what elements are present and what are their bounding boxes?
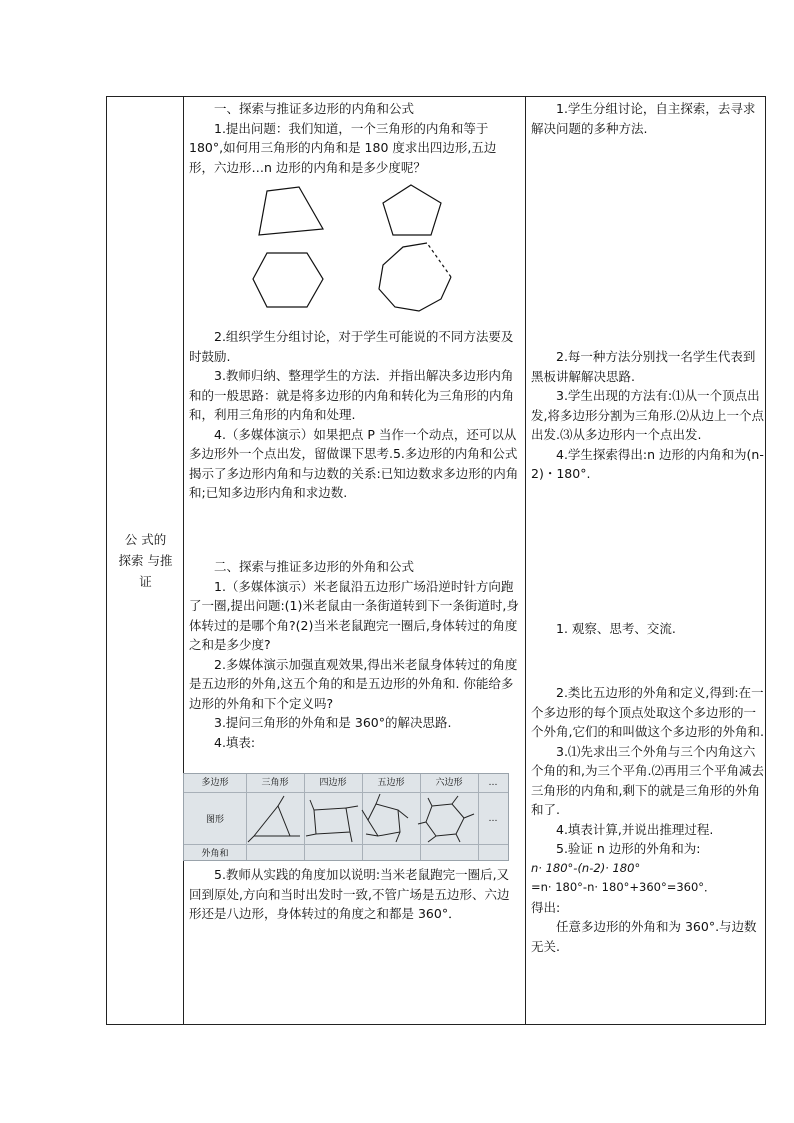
section2-paragraph3: 3.提问三角形的外角和是 360°的解决思路. — [214, 715, 452, 730]
fig-header-quadrilateral: 四边形 — [319, 778, 347, 788]
right-item-5: 1. 观察、思考、交流. — [556, 621, 676, 636]
fig-header-pentagon: 五边形 — [377, 778, 405, 788]
fig-header-ellipsis: … — [488, 778, 498, 788]
left-cell-line2: 探索 与推 — [118, 553, 173, 568]
fig-row-figure-dots: … — [488, 814, 498, 824]
hexagon-shape — [253, 253, 323, 307]
section1-paragraph4: 4.（多媒体演示）如果把点 P 当作一个动点，还可以从多边形外一个点出发，留做课下思考.5.多边形的内角和公式揭示了多边形内角和与边数的关系:已知边数求多边形的内角和;已知多边形内角和求边数. — [189, 426, 519, 500]
right-item-10: n· 180°-(n-2)· 180° — [531, 860, 641, 875]
quadrilateral-shape — [259, 187, 323, 235]
section1-paragraph2: 2.组织学生分组讨论，对于学生可能说的不同方法要及时鼓励. — [189, 329, 514, 364]
student-activities-1 — [531, 99, 765, 138]
fig-header-triangle: 三角形 — [261, 778, 289, 788]
section2-paragraph1: 1.（多媒体演示）米老鼠沿五边形广场沿逆时针方向跑了一圈,提出问题:(1)米老鼠由一条街道转到下一条街道时,身体转过的是哪个角?(2)当米老鼠跑完一圈后,身体转过的角度之和是多少度? — [189, 578, 519, 652]
right-item-8: 4.填表计算,并说出推理过程. — [556, 821, 714, 837]
section1-title: 一、探索与推证多边形的内角和公式 — [214, 101, 415, 116]
right-item-2: 2.每一种方法分别找一名学生代表到黑板讲解解决思路. — [531, 349, 756, 384]
right-item-11: =n· 180°-n· 180°+360°=360°． — [531, 880, 716, 894]
section2-paragraph2: 2.多媒体演示加强直观效果,得出米老鼠身体转过的角度是五边形的外角,这五个角的和是五边形的外角和. 你能给多边形的外角和下个定义吗? — [189, 656, 518, 711]
fig-header-polygon: 多边形 — [201, 778, 229, 788]
student-activities-3 — [531, 619, 765, 639]
right-item-9: 5.验证 n 边形的外角和为: — [556, 841, 701, 856]
fig-row-figure-label: 图形 — [205, 815, 224, 825]
right-item-6: 2.类比五边形的外角和定义,得到:在一个多边形的每个顶点处取这个多边形的一个外角,它们的和叫做这个多边形的外角和. — [531, 685, 764, 739]
section2-paragraph4: 4.填表: — [214, 734, 256, 750]
pentagon-shape — [383, 185, 441, 235]
exterior-angle-table-figure — [183, 773, 509, 861]
right-item-12: 得出: — [531, 899, 561, 915]
teacher-activities — [189, 99, 521, 177]
right-item-13: 任意多边形的外角和为 360°.与边数无关. — [531, 919, 757, 954]
n-gon-dashed-edge — [427, 243, 451, 277]
left-cell — [107, 529, 184, 592]
student-activities-4 — [531, 683, 765, 956]
teacher-activities-2 — [189, 327, 521, 503]
polygon-figures — [247, 183, 477, 317]
section2-title: 二、探索与推证多边形的外角和公式 — [214, 559, 415, 574]
column-divider-2 — [525, 97, 526, 1024]
teacher-activities-4 — [189, 865, 521, 924]
teacher-activities-3 — [189, 557, 521, 752]
student-activities-2 — [531, 347, 765, 484]
n-gon-shape — [379, 243, 451, 311]
section1-paragraph3: 3.教师归纳、整理学生的方法．并指出解决多边形内角和的一般思路：就是将多边形的内角和转化为三角形的内角和，利用三角形的内角和处理. — [189, 368, 515, 422]
right-item-3: 3.学生出现的方法有:⑴从一个顶点出发,将多边形分割为三角形.⑵从边上一个点出发.⑶从多边形内一个点出发. — [531, 388, 764, 442]
exterior-angle-drawings — [246, 792, 508, 844]
left-cell-line3: 证 — [139, 574, 152, 589]
right-item-4: 4.学生探索得出:n 边形的内角和为(n-2)・180°. — [531, 446, 764, 481]
section2-paragraph5: 5.教师从实践的角度加以说明:当米老鼠跑完一圈后,又回到原处,方向和当时出发时一致,不管广场是五边形、六边形还是八边形，身体转过的角度之和都是 360°． — [189, 867, 510, 921]
left-cell-line1: 公 式的 — [124, 532, 167, 547]
right-item-7: 3.⑴先求出三个外角与三个内角这六个角的和,为三个平角.⑵再用三个平角减去三角形的内角和,剩下的就是三角形的外角和了. — [531, 743, 764, 817]
section1-paragraph1: 1.提出问题：我们知道，一个三角形的内角和等于 180°,如何用三角形的内角和是 180 度求出四边形,五边形，六边形…n 边形的内角和是多少度呢？ — [189, 120, 497, 175]
fig-row-sum-label: 外角和 — [201, 849, 229, 859]
right-item-1: 1.学生分组讨论，自主探索，去寻求解决问题的多种方法. — [531, 101, 756, 136]
lesson-table — [106, 96, 766, 1025]
fig-header-hexagon: 六边形 — [435, 778, 463, 788]
